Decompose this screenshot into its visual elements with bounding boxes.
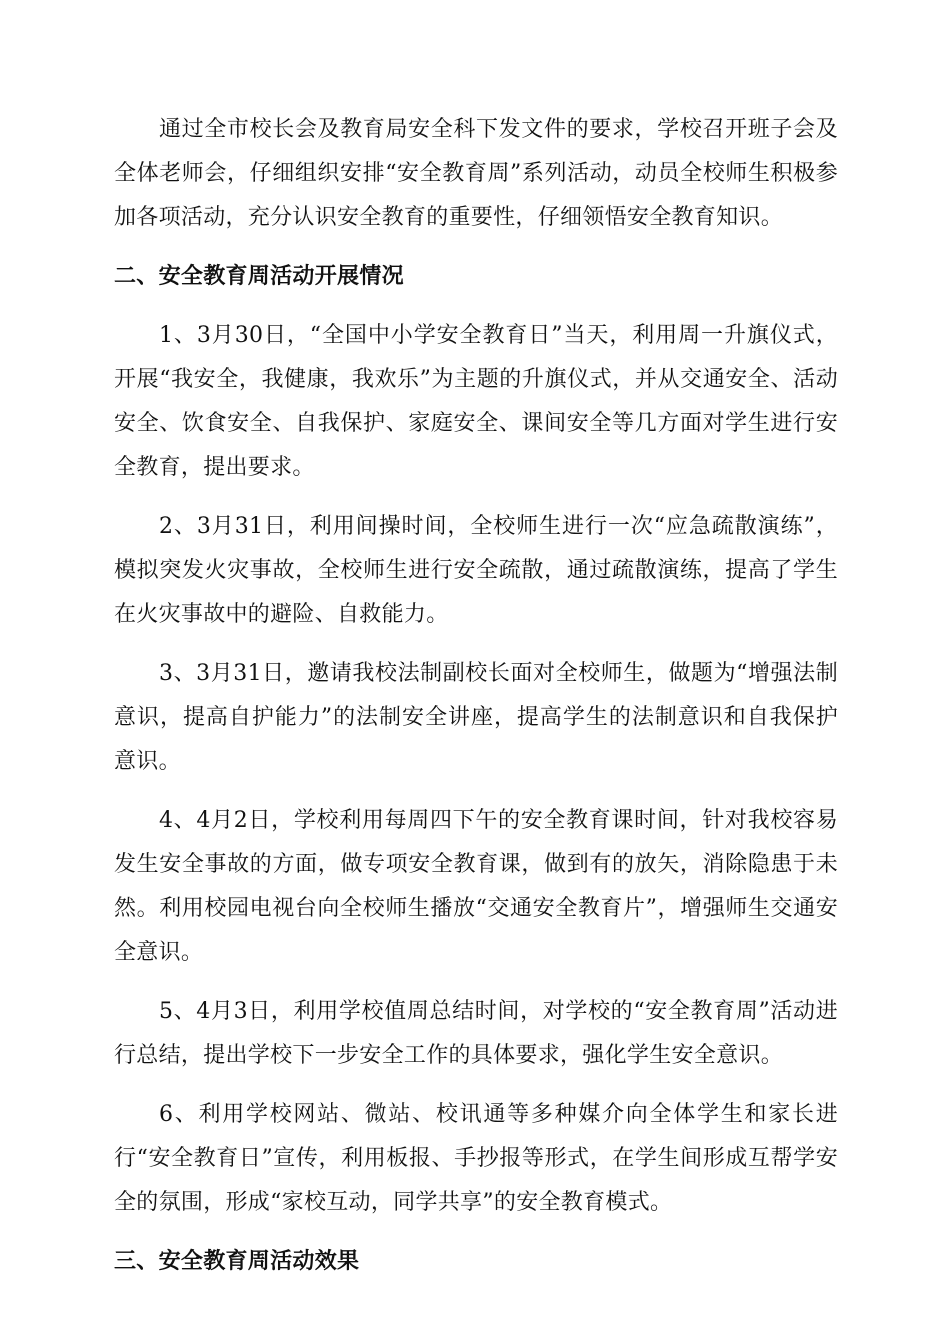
intro-paragraph: 通过全市校长会及教育局安全科下发文件的要求，学校召开班子会及全体老师会，仔细组织安排“安全教育周”系列活动，动员全校师生积极参加各项活动，充分认识安全教育的重要性，仔细领悟安全教育知识。 bbox=[114, 117, 838, 230]
section-heading-effects: 三、安全教育周活动效果 bbox=[114, 1249, 360, 1274]
activity-item-6: 6、利用学校网站、微站、校讯通等多种媒介向全体学生和家长进行“安全教育日”宣传，利用板报、手抄报等形式，在学生间形成互帮学安全的氛围，形成“家校互动，同学共享”的安全教育模式。 bbox=[114, 1102, 838, 1215]
activity-item-1: 1、3月30日，“全国中小学安全教育日”当天，利用周一升旗仪式，开展“我安全，我健康，我欢乐”为主题的升旗仪式，并从交通安全、活动安全、饮食安全、自我保护、家庭安全、课间安全等几方面对学生进行安全教育，提出要求。 bbox=[114, 323, 838, 480]
activity-item-5: 5、4月3日，利用学校值周总结时间，对学校的“安全教育周”活动进行总结，提出学校下一步安全工作的具体要求，强化学生安全意识。 bbox=[114, 999, 838, 1068]
section-heading-activities: 二、安全教育周活动开展情况 bbox=[114, 264, 404, 289]
activity-item-4: 4、4月2日，学校利用每周四下午的安全教育课时间，针对我校容易发生安全事故的方面，做专项安全教育课，做到有的放矢，消除隐患于未然。利用校园电视台向全校师生播放“交通安全教育片”，增强师生交通安全意识。 bbox=[114, 808, 838, 965]
activity-item-2: 2、3月31日，利用间操时间，全校师生进行一次“应急疏散演练”，模拟突发火灾事故，全校师生进行安全疏散，通过疏散演练，提高了学生在火灾事故中的避险、自救能力。 bbox=[114, 514, 838, 627]
activity-item-3: 3、3月31日，邀请我校法制副校长面对全校师生，做题为“增强法制意识，提高自护能力”的法制安全讲座，提高学生的法制意识和自我保护意识。 bbox=[114, 661, 838, 774]
document-body bbox=[114, 108, 838, 1299]
